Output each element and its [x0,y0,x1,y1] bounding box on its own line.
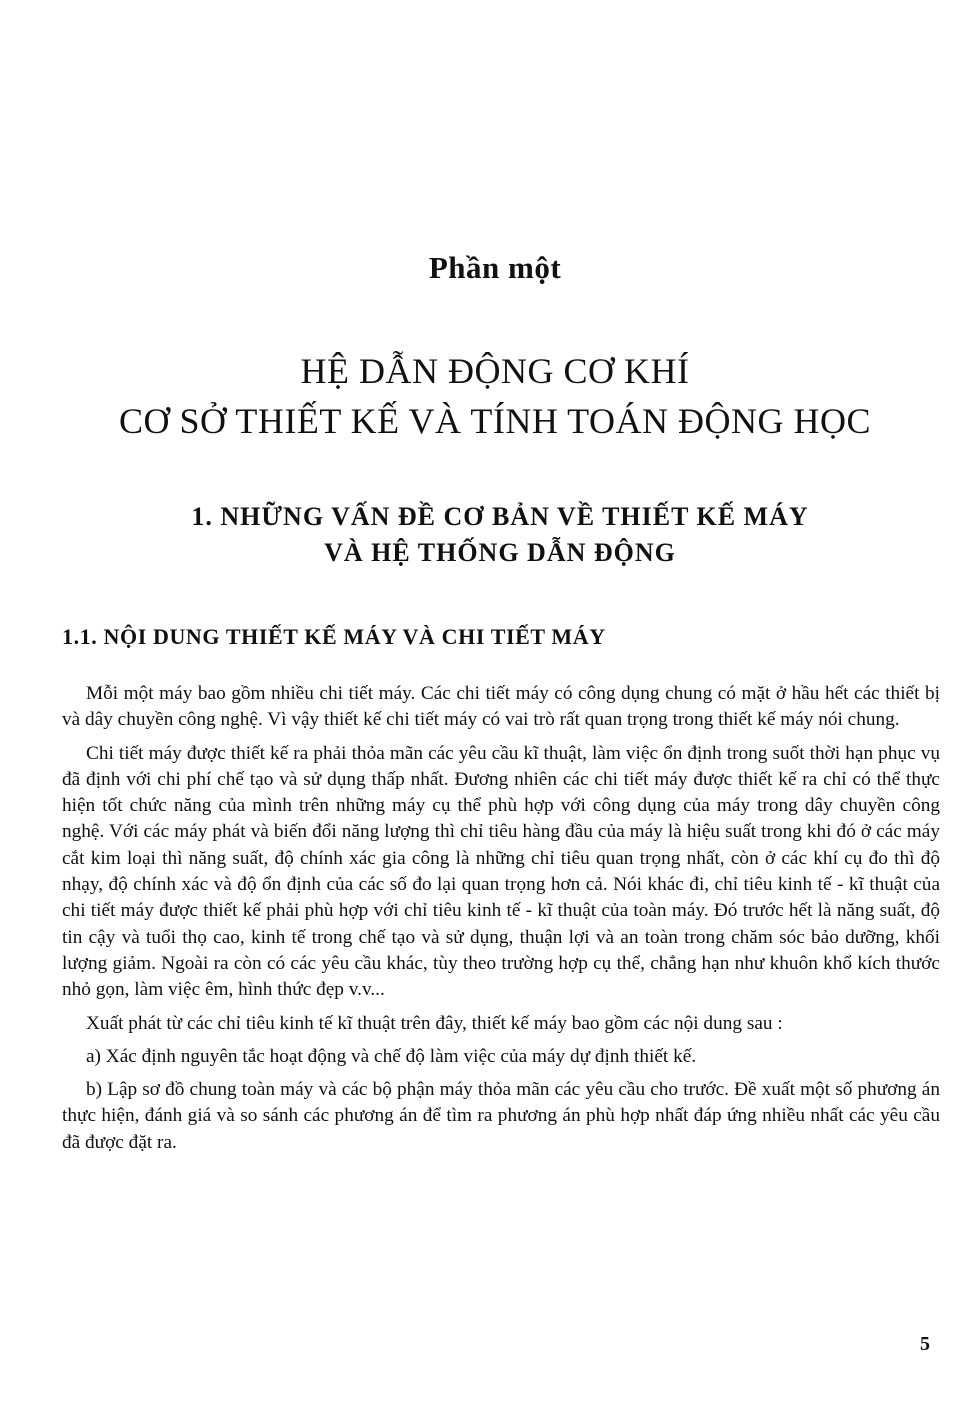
main-title-line-2: CƠ SỞ THIẾT KẾ VÀ TÍNH TOÁN ĐỘNG HỌC [118,401,872,441]
part-title: Phần một [428,250,562,285]
list-item-a: a) Xác định nguyên tắc hoạt động và chế độ làm việc của máy dự định thiết kế. [86,1045,697,1067]
section-title-line-1: 1. NHỮNG VẤN ĐỀ CƠ BẢN VỀ THIẾT KẾ MÁY [191,502,809,531]
subsection-title: 1.1. NỘI DUNG THIẾT KẾ MÁY VÀ CHI TIẾT MÁY [62,624,606,649]
main-title-line-1: HỆ DẪN ĐỘNG CƠ KHÍ [300,351,690,391]
paragraph-3: Xuất phát từ các chỉ tiêu kinh tế kĩ thuật trên đây, thiết kế máy bao gồm các nội dung sau : [86,1012,783,1034]
section-title-line-2: VÀ HỆ THỐNG DẪN ĐỘNG [324,538,676,567]
body-text [62,681,940,1163]
list-item-b: b) Lập sơ đồ chung toàn máy và các bộ phận máy thỏa mãn các yêu cầu cho trước. Đề xuất một số phương án thực hiện, đánh giá và so sánh các phương án để tìm ra phương án phù hợp nhất đáp ứng nhiều nhất các yêu cầu đã được đặt ra. [62,1079,940,1153]
paragraph-1: Mỗi một máy bao gồm nhiều chi tiết máy. Các chi tiết máy có công dụng chung có mặt ở hầu hết các thiết bị và dây chuyền công nghệ. Vì vậy thiết kế chi tiết máy có vai trò rất quan trọng trong thiết kế máy nói chung. [62,683,940,731]
section-title [0,499,967,571]
paragraph-2: Chi tiết máy được thiết kế ra phải thỏa mãn các yêu cầu kĩ thuật, làm việc ổn định trong suốt thời hạn phục vụ đã định với chi phí chế tạo và sử dụng thấp nhất. Đương nhiên các chi tiết máy được thiết kế ra chỉ có thể thực hiện tốt chức năng của mình trên những máy cụ thể phù hợp với công dụng của máy trong dây chuyền công nghệ. Với các máy phát và biến đổi năng lượng thì chỉ tiêu hàng đầu của máy là hiệu suất trong khi đó ở các máy cắt kim loại thì năng suất, độ chính xác gia công là những chỉ tiêu quan trọng nhất, còn ở các khí cụ đo thì độ nhạy, độ chính xác và độ ổn định của các số đo lại quan trọng hơn cả. Nói khác đi, chỉ tiêu kinh tế - kĩ thuật của chi tiết máy được thiết kế phải phù hợp với chỉ tiêu kinh tế - kĩ thuật của toàn máy. Đó trước hết là năng suất, độ tin cậy và tuổi thọ cao, kinh tế trong chế tạo và sử dụng, thuận lợi và an toàn trong chăm sóc bảo dưỡng, khối lượng giảm. Ngoài ra còn có các yêu cầu khác, tùy theo trường hợp cụ thể, chẳng hạn như khuôn khổ kích thước nhỏ gọn, làm việc êm, hình thức đẹp v.v... [62,742,940,1001]
page-number: 5 [920,1333,930,1355]
main-title [0,346,967,446]
